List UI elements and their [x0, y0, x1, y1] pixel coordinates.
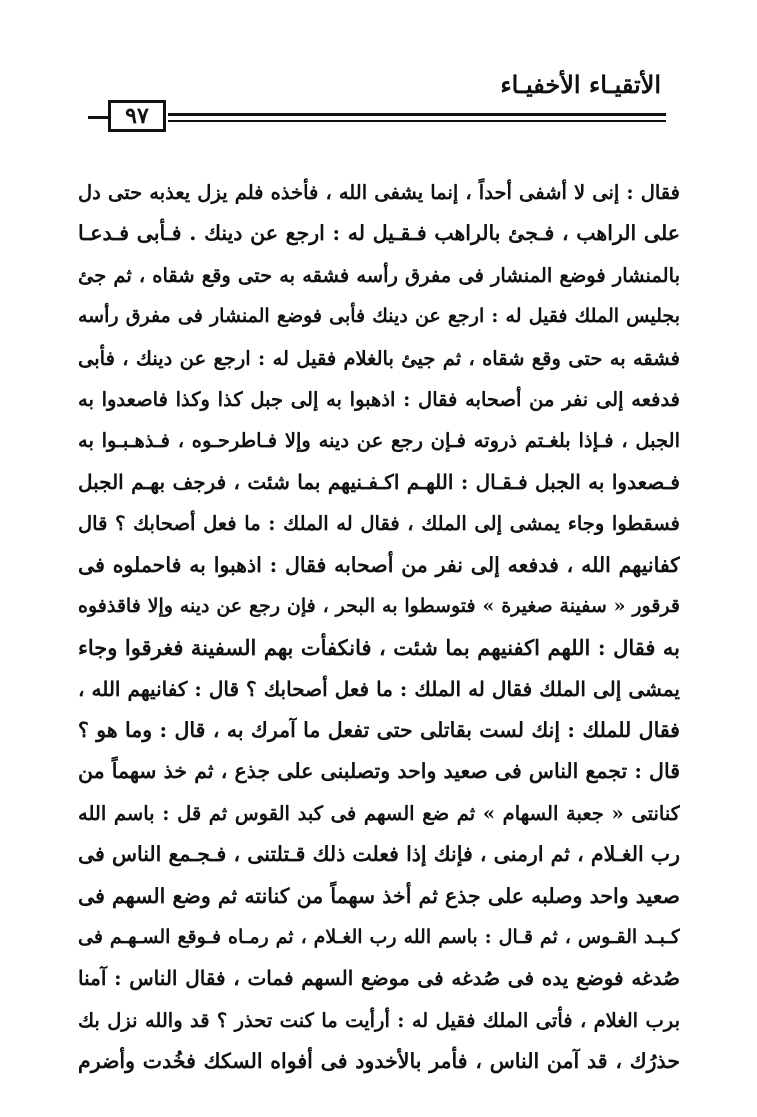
header-rule-left	[88, 116, 108, 119]
header-rule-bottom	[168, 120, 666, 122]
text-line: حذرُك ، قد آمن الناس ، فأمر بالأخدود فى أفواه السكك فخُدت وأضرم	[78, 1049, 680, 1074]
text-line: كفانيهم الله ، فدفعه إلى نفر من أصحابه فقال : اذهبوا به فاحملوه فى	[78, 552, 680, 577]
text-line: بالمنشار فوضع المنشار فى مفرق رأسه فشقه به حتى وقع شقاه ، ثم جئ	[78, 263, 680, 287]
text-line: فـصعدوا به الجبل فـقـال : اللهـم اكـفـنيهم بما شئت ، فرجف بهـم الجبل	[78, 469, 680, 494]
text-line: فسقطوا وجاء يمشى إلى الملك ، فقال له الملك : ما فعل أصحابك ؟ قال	[78, 512, 680, 536]
text-line: به فقال : اللهم اكفنيهم بما شئت ، فانكفأت بهم السفينة فغرقوا وجاء	[78, 635, 680, 661]
text-line: فقال للملك : إنك لست بقاتلى حتى تفعل ما آمرك به ، قال : وما هو ؟	[78, 718, 680, 743]
text-line: برب الغلام ، فأتى الملك فقيل له : أرأيت ما كنت تحذر ؟ قد والله نزل بك	[78, 1008, 680, 1032]
text-line: رب الغـلام ، ثم ارمنى ، فإنك إذا فعلت ذلك قـتلتنى ، فـجـمع الناس فى	[78, 842, 680, 867]
text-line: بجليس الملك فقيل له : ارجع عن دينك فأبى فوضع المنشار فى مفرق رأسه	[78, 305, 680, 328]
text-line: يمشى إلى الملك فقال له الملك : ما فعل أصحابك ؟ قال : كفانيهم الله ،	[78, 676, 680, 701]
header-rule-top	[168, 113, 666, 116]
text-line: فدفعه إلى نفر من أصحابه فقال : اذهبوا به إلى جبل كذا وكذا فاصعدوا به	[78, 387, 680, 411]
text-line: صعيد واحد وصلبه على جذع ثم أخذ سهماً من كنانته ثم وضع السهم فى	[78, 883, 680, 908]
text-line: على الراهب ، فـجئ بالراهب فـقـيل له : ارجع عن دينك . فـأبى فـدعـا	[78, 221, 680, 246]
text-line: قرقور « سفينة صغيرة » فتوسطوا به البحر ، فإن رجع عن دينه وإلا فاقذفوه	[78, 594, 680, 617]
running-title: الأتقيـاء الأخفيـاء	[500, 70, 661, 99]
text-line: فقال : إنى لا أشفى أحداً ، إنما يشفى الله ، فأخذه فلم يزل يعذبه حتى دل	[78, 181, 680, 204]
page-number-box	[108, 100, 166, 132]
text-line: فشقه به حتى وقع شقاه ، ثم جيئ بالغلام فقيل له : ارجع عن دينك ، فأبى	[78, 346, 680, 370]
text-line: قال : تجمع الناس فى صعيد واحد وتصلبنى على جذع ، ثم خذ سهماً من	[78, 759, 680, 784]
text-line: صُدغه فوضع يده فى صُدغه فى موضع السهم فمات ، فقال الناس : آمنا	[78, 966, 680, 991]
text-line: الجبل ، فـإذا بلغـتم ذروته فـإن رجع عن دينه وإلا فـاطرحـوه ، فـذهـبـوا به	[78, 429, 680, 453]
body-text	[78, 172, 680, 1083]
text-line: كنانتى « جعبة السهام » ثم ضع السهم فى كبد القوس ثم قل : باسم الله	[78, 801, 680, 825]
text-line: كـبـد القـوس ، ثم قـال : باسم الله رب الغـلام ، ثم رمـاه فـوقع السـهـم فى	[78, 926, 680, 949]
page-number: ٩٧	[125, 103, 149, 129]
